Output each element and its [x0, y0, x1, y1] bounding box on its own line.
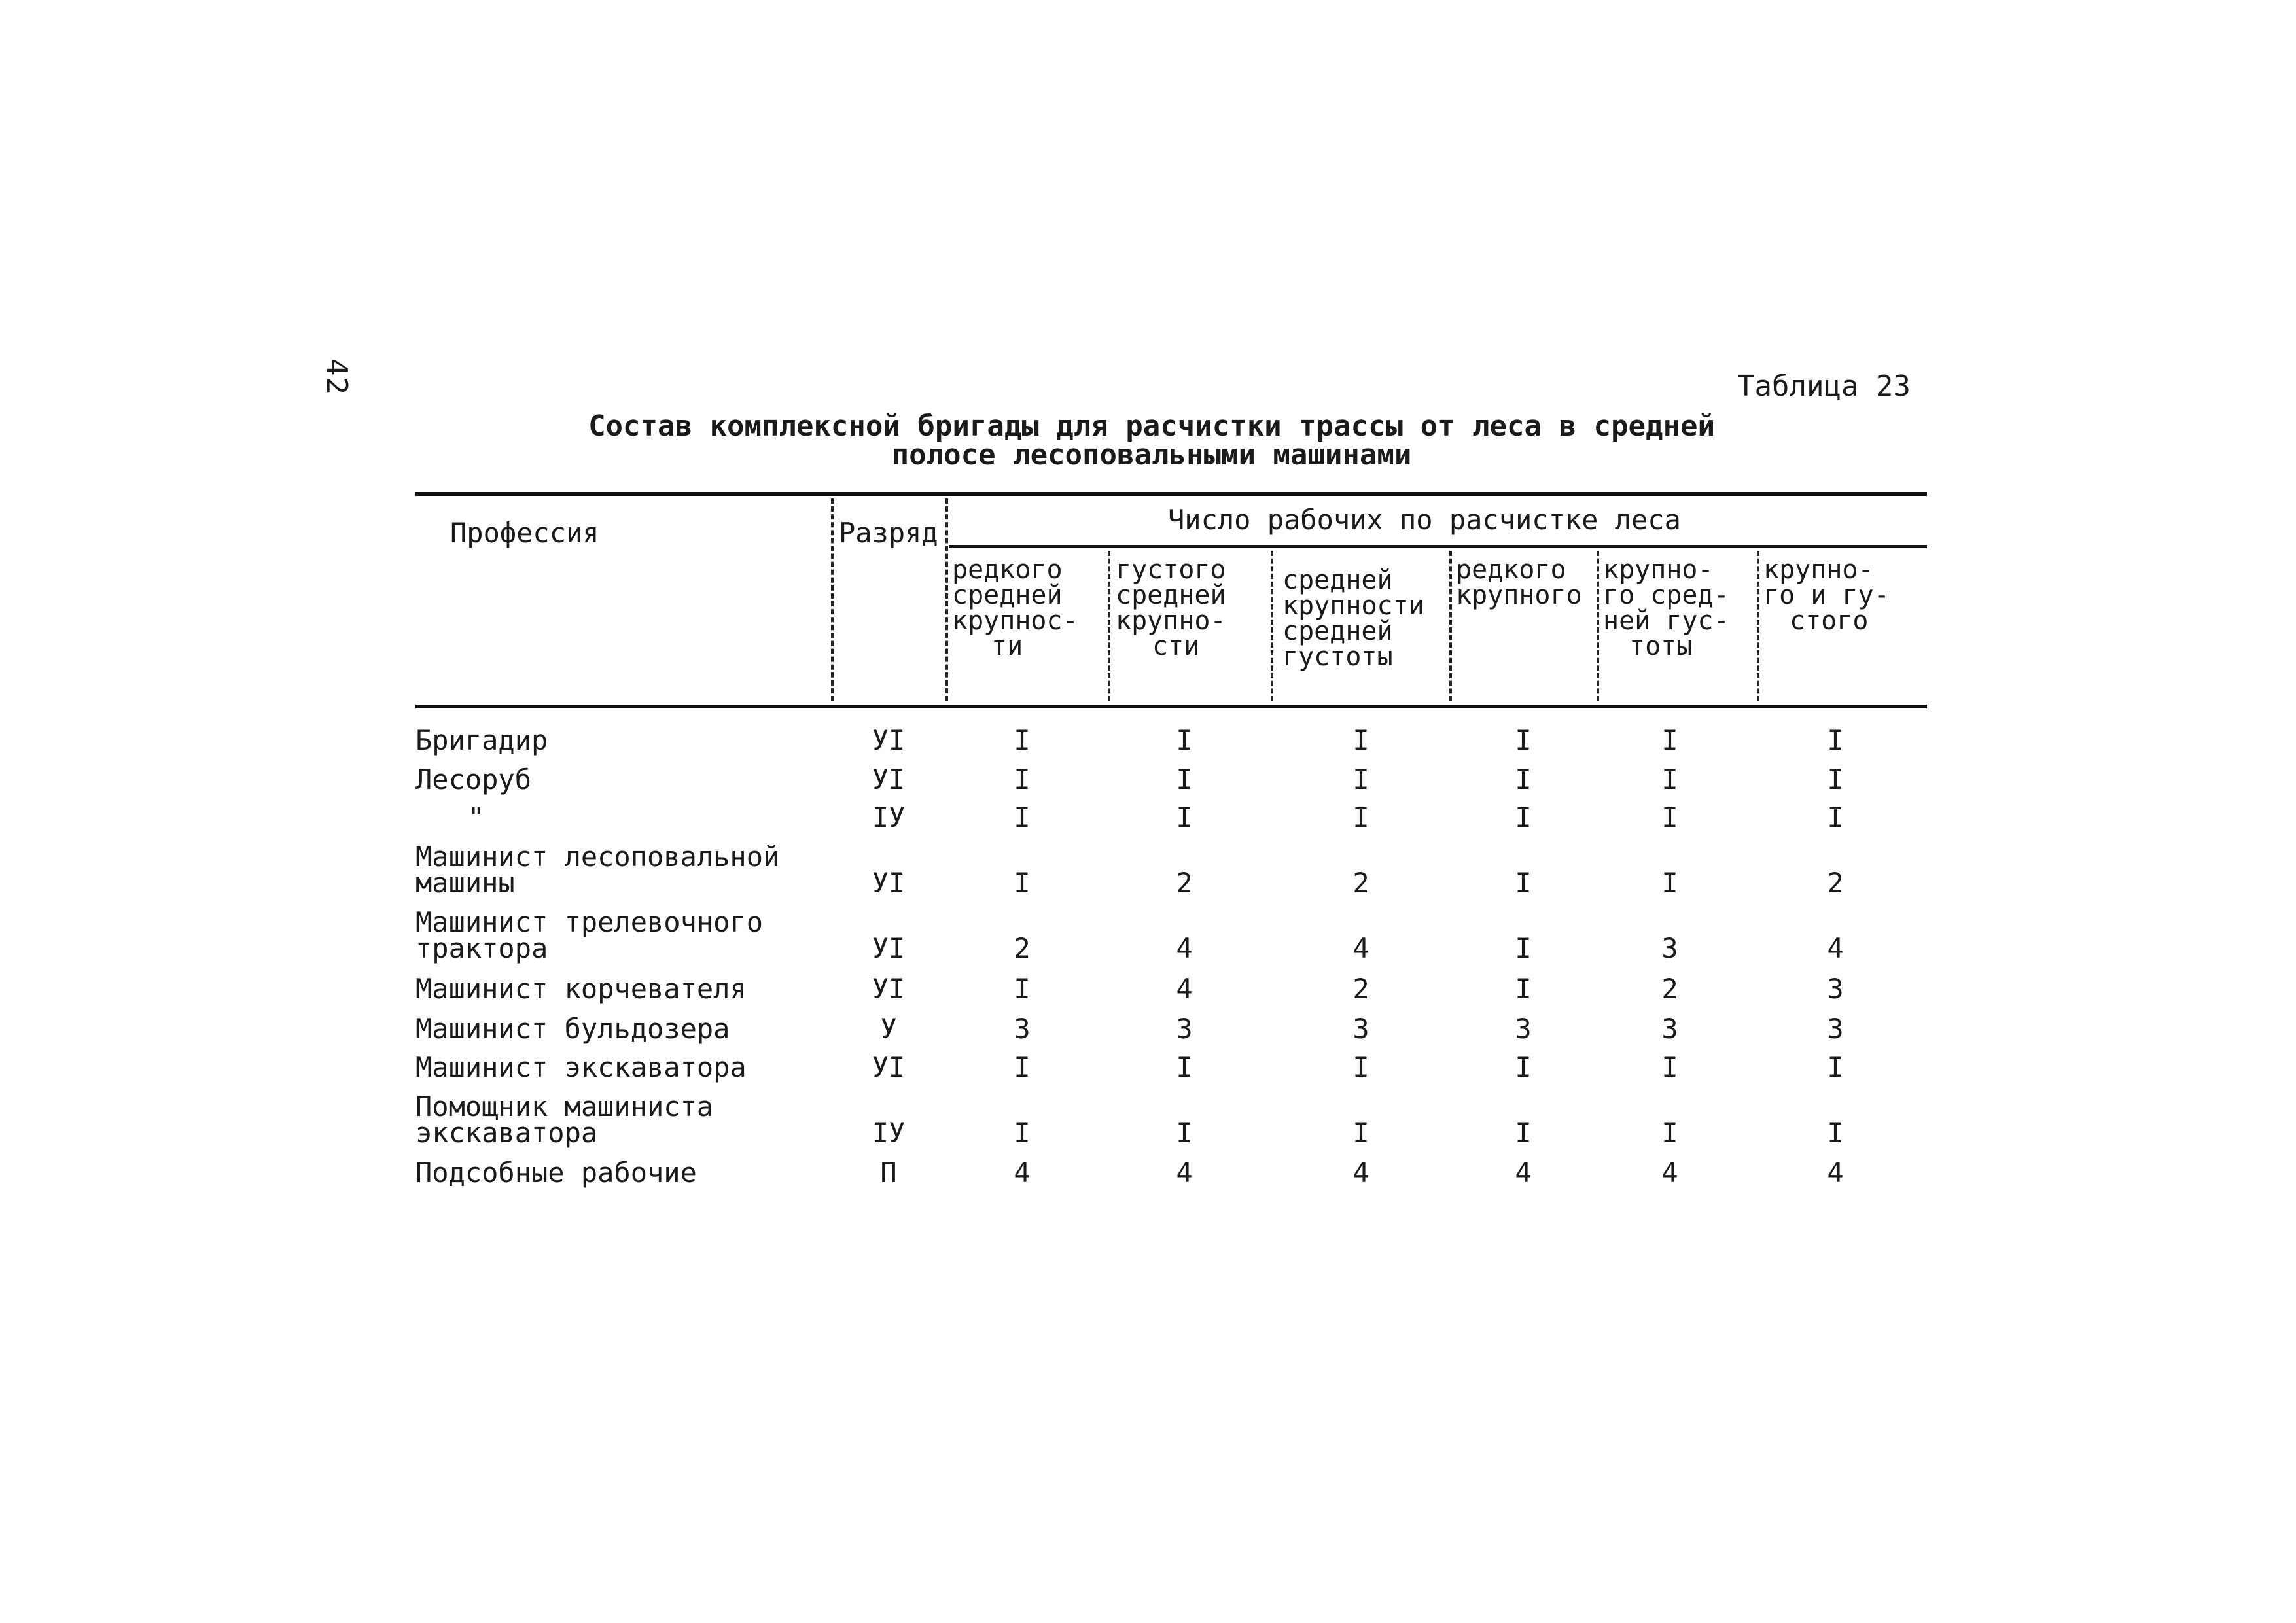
header-col-1-line: средней	[952, 580, 1063, 610]
row-value: I	[1515, 973, 1532, 1005]
row-profession	[415, 841, 834, 899]
row-value: 3	[1176, 1013, 1193, 1045]
row-grade: УI	[872, 932, 906, 964]
row-profession	[415, 724, 834, 756]
row-profession	[415, 801, 834, 833]
header-col-6-line: го и гу-	[1763, 580, 1890, 610]
row-value: I	[1661, 1051, 1678, 1083]
row-value: I	[1352, 1051, 1369, 1083]
row-profession-line: Помощник машиниста	[415, 1091, 714, 1123]
row-value: I	[1661, 867, 1678, 899]
row-value: 4	[1515, 1157, 1532, 1189]
row-value: I	[1014, 973, 1031, 1005]
header-col-4-line: редкого	[1456, 555, 1566, 585]
row-value: I	[1352, 724, 1369, 756]
row-value: I	[1827, 801, 1844, 833]
header-workers-group: Число рабочих по расчистке леса	[1168, 504, 1681, 536]
header-col-6-line: стого	[1790, 606, 1869, 636]
row-value: I	[1515, 724, 1532, 756]
row-value: 2	[1352, 867, 1369, 899]
divider-col-4-5	[1597, 551, 1599, 701]
divider-profession-grade	[831, 498, 834, 701]
divider-col-3-4	[1449, 551, 1452, 701]
row-value: I	[1014, 867, 1031, 899]
row-value: 2	[1014, 932, 1031, 964]
header-col-5-line: тоты	[1629, 631, 1693, 661]
divider-col-1-2	[1108, 551, 1110, 701]
row-profession	[415, 906, 834, 964]
row-value: 3	[1515, 1013, 1532, 1045]
title-line-1: Состав комплексной бригады для расчистки трассы от леса в средней	[588, 410, 1715, 443]
row-value: 4	[1176, 932, 1193, 964]
row-value: 2	[1352, 973, 1369, 1005]
row-value: I	[1515, 1051, 1532, 1083]
row-value: 4	[1176, 1157, 1193, 1189]
row-profession-line: трактора	[415, 932, 548, 964]
row-profession-line: Машинист бульдозера	[415, 1013, 730, 1045]
row-grade: УI	[872, 1051, 906, 1083]
divider-col-2-3	[1271, 551, 1273, 701]
row-value: I	[1661, 763, 1678, 795]
row-value: 4	[1827, 1157, 1844, 1189]
row-value: 3	[1661, 1013, 1678, 1045]
header-col-4-line: крупного	[1456, 580, 1582, 610]
row-value: 4	[1827, 932, 1844, 964]
row-value: I	[1352, 763, 1369, 795]
header-col-2	[1116, 557, 1266, 659]
row-value: 4	[1176, 973, 1193, 1005]
header-col-2-line: крупно-	[1116, 606, 1226, 636]
header-col-1-line: крупнос-	[952, 606, 1078, 636]
header-col-4	[1456, 557, 1597, 608]
row-value: 3	[1827, 1013, 1844, 1045]
row-value: I	[1827, 1051, 1844, 1083]
row-grade: УI	[872, 867, 906, 899]
header-grade: Разряд	[839, 517, 938, 549]
row-value: I	[1014, 763, 1031, 795]
row-profession-line: Машинист лесоповальной	[415, 841, 780, 873]
row-profession	[415, 763, 834, 795]
table-title	[419, 412, 1884, 470]
row-value: 3	[1827, 973, 1844, 1005]
row-value: I	[1515, 867, 1532, 899]
header-col-6	[1763, 557, 1920, 634]
row-value: I	[1515, 932, 1532, 964]
header-col-1	[952, 557, 1103, 659]
header-col-2-line: густого	[1116, 555, 1226, 585]
header-bottom-rule	[415, 705, 1927, 708]
row-profession-line: машины	[415, 867, 515, 899]
row-value: I	[1827, 724, 1844, 756]
page-number: 42	[320, 358, 353, 396]
row-value: 2	[1827, 867, 1844, 899]
header-col-3-line: средней	[1282, 565, 1393, 595]
row-profession-line: "	[468, 801, 485, 833]
row-value: I	[1014, 724, 1031, 756]
group-header-rule	[949, 545, 1927, 548]
table-top-rule	[415, 492, 1927, 496]
header-col-2-line: средней	[1116, 580, 1226, 610]
row-value: 2	[1661, 973, 1678, 1005]
table-label: Таблица 23	[1737, 370, 1911, 403]
header-col-5-line: крупно-	[1603, 555, 1714, 585]
row-value: I	[1661, 801, 1678, 833]
header-col-1-line: ти	[991, 631, 1023, 661]
row-grade: У	[880, 1013, 897, 1045]
row-value: I	[1661, 724, 1678, 756]
header-col-1-line: редкого	[952, 555, 1063, 585]
row-grade: УI	[872, 973, 906, 1005]
row-grade: УI	[872, 724, 906, 756]
row-value: I	[1176, 763, 1193, 795]
row-value: I	[1176, 801, 1193, 833]
header-col-5-line: ней гус-	[1603, 606, 1729, 636]
header-profession: Профессия	[450, 517, 599, 549]
row-value: 4	[1661, 1157, 1678, 1189]
row-value: I	[1014, 801, 1031, 833]
row-profession	[415, 973, 834, 1005]
row-grade: IУ	[872, 801, 906, 833]
row-profession	[415, 1051, 834, 1083]
row-profession	[415, 1013, 834, 1045]
row-value: 4	[1352, 932, 1369, 964]
header-col-3-line: средней	[1282, 616, 1393, 646]
title-line-2: полосе лесоповальными машинами	[891, 438, 1412, 472]
row-value: I	[1515, 763, 1532, 795]
row-value: I	[1014, 1117, 1031, 1149]
row-value: I	[1176, 1051, 1193, 1083]
row-value: 3	[1014, 1013, 1031, 1045]
row-profession-line: Машинист корчевателя	[415, 973, 747, 1005]
row-value: I	[1352, 801, 1369, 833]
row-profession-line: Бригадир	[415, 724, 548, 756]
row-value: 4	[1352, 1157, 1369, 1189]
row-grade: УI	[872, 763, 906, 795]
row-value: I	[1352, 1117, 1369, 1149]
row-value: I	[1827, 1117, 1844, 1149]
row-value: I	[1827, 763, 1844, 795]
header-col-3-line: крупности	[1282, 591, 1424, 621]
row-value: I	[1515, 801, 1532, 833]
row-value: 3	[1352, 1013, 1369, 1045]
row-profession	[415, 1091, 834, 1149]
row-value: 2	[1176, 867, 1193, 899]
header-col-5	[1603, 557, 1754, 659]
row-profession-line: экскаватора	[415, 1117, 598, 1149]
row-value: 4	[1014, 1157, 1031, 1189]
row-profession	[415, 1157, 834, 1189]
header-col-6-line: крупно-	[1763, 555, 1874, 585]
row-profession-line: Машинист трелевочного	[415, 906, 764, 938]
row-grade: IУ	[872, 1117, 906, 1149]
row-grade: П	[880, 1157, 897, 1189]
row-profession-line: Машинист экскаватора	[415, 1051, 747, 1083]
row-value: 3	[1661, 932, 1678, 964]
row-value: I	[1176, 1117, 1193, 1149]
row-profession-line: Лесоруб	[415, 763, 532, 795]
row-value: I	[1661, 1117, 1678, 1149]
row-value: I	[1515, 1117, 1532, 1149]
divider-grade-values	[945, 498, 948, 701]
row-value: I	[1176, 724, 1193, 756]
row-profession-line: Подсобные рабочие	[415, 1157, 697, 1189]
header-col-3-line: густоты	[1282, 642, 1393, 672]
header-col-2-line: сти	[1152, 631, 1200, 661]
row-value: I	[1014, 1051, 1031, 1083]
divider-col-5-6	[1757, 551, 1759, 701]
header-col-5-line: го сред-	[1603, 580, 1729, 610]
header-col-3	[1282, 565, 1446, 672]
